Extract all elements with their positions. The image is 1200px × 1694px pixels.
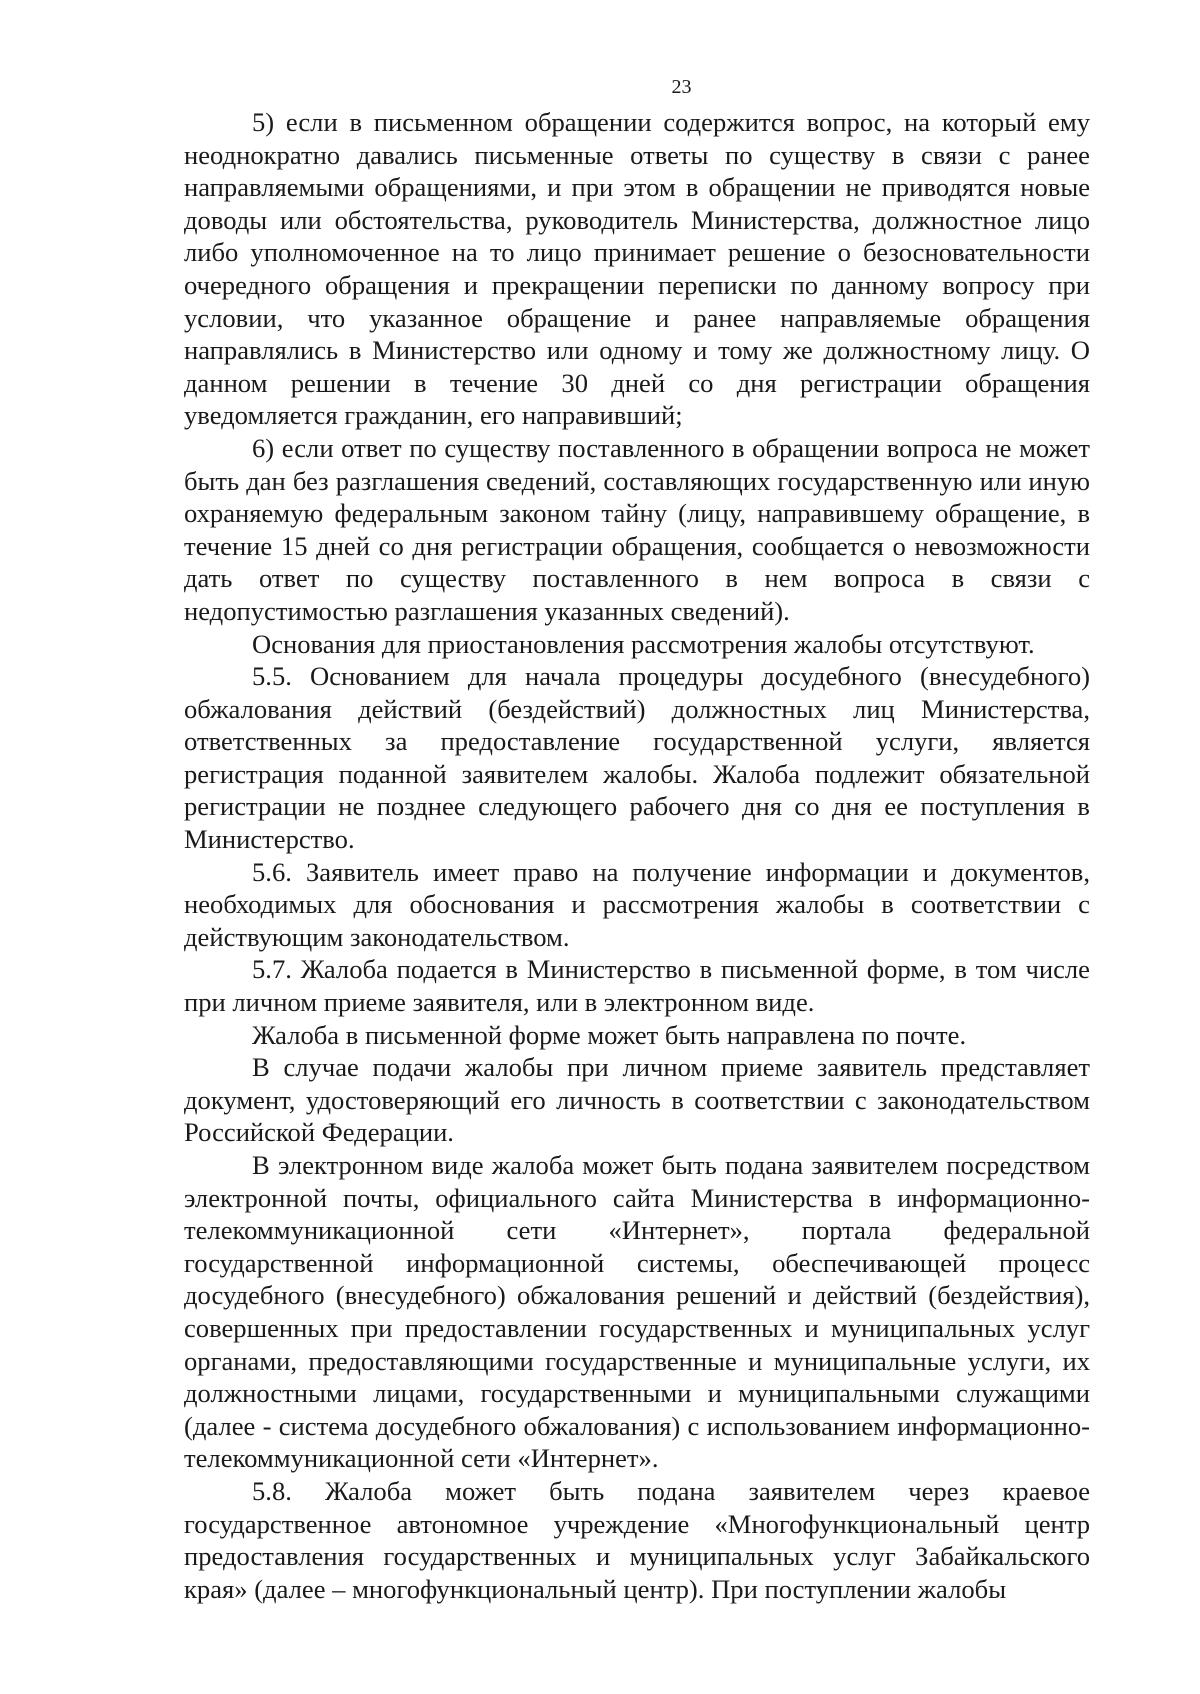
paragraph-item-5: 5) если в письменном обращении содержится вопрос, на который ему неоднократно давались письменные ответы по существу в связи с ранее направляемыми обращениями, и при этом в обращении не приводятся новые доводы или обстоятельства, руководитель Министерства, должностное лицо либо уполномоченное на то лицо принимает решение о безосновательности очередного обращения и прекращении переписки по данному вопросу при условии, что указанное обращение и ранее направляемые обращения направлялись в Министерство или одному и тому же должностному лицу. О данном решении в течение 30 дней со дня регистрации обращения уведомляется гражданин, его направивший;	[184, 107, 1090, 431]
page-number: 23	[671, 76, 692, 98]
paragraph-5-8: 5.8. Жалоба может быть подана заявителем через краевое государственное автономное учреждение «Многофункциональный центр предоставления государственных и муниципальных услуг Забайкальского края» (далее – многофункциональный центр). При поступлении жалобы	[184, 1475, 1090, 1604]
paragraph-personal-submission: В случае подачи жалобы при личном приеме заявитель представляет документ, удостоверяющий его личность в соответствии с законодательством Российской Федерации.	[184, 1052, 1090, 1148]
document-body	[184, 106, 1090, 1605]
paragraph-mail-submission: Жалоба в письменной форме может быть направлена по почте.	[252, 1019, 967, 1050]
paragraph-5-7: 5.7. Жалоба подается в Министерство в письменной форме, в том числе при личном приеме заявителя, или в электронном виде.	[184, 954, 1090, 1018]
paragraph-item-6: 6) если ответ по существу поставленного в обращении вопроса не может быть дан без разглашения сведений, составляющих государственную или иную охраняемую федеральным законом тайну (лицу, направившему обращение, в течение 15 дней со дня регистрации обращения, сообщается о невозможности дать ответ по существу поставленного в нем вопроса в связи с недопустимостью разглашения указанных сведений).	[184, 432, 1090, 626]
paragraph-electronic-submission: В электронном виде жалоба может быть подана заявителем посредством электронной почты, официального сайта Министерства в информационно-телекоммуникационной сети «Интернет», портала федеральной государственной информационной системы, обеспечивающей процесс досудебного (внесудебного) обжалования решений и действий (бездействия), совершенных при предоставлении государственных и муниципальных услуг органами, предоставляющими государственные и муниципальные услуги, их должностными лицами, государственными и муниципальными служащими (далее - система досудебного обжалования) с использованием информационно-телекоммуникационной сети «Интернет».	[184, 1150, 1090, 1474]
paragraph-5-5: 5.5. Основанием для начала процедуры досудебного (внесудебного) обжалования действий (бездействий) должностных лиц Министерства, ответственных за предоставление государственной услуги, является регистрация поданной заявителем жалобы. Жалоба подлежит обязательной регистрации не позднее следующего рабочего дня со дня ее поступления в Министерство.	[184, 661, 1090, 855]
paragraph-5-6: 5.6. Заявитель имеет право на получение информации и документов, необходимых для обоснования и рассмотрения жалобы в соответствии с действующим законодательством.	[184, 856, 1090, 952]
paragraph-suspension-grounds: Основания для приостановления рассмотрения жалобы отсутствуют.	[252, 628, 1035, 659]
